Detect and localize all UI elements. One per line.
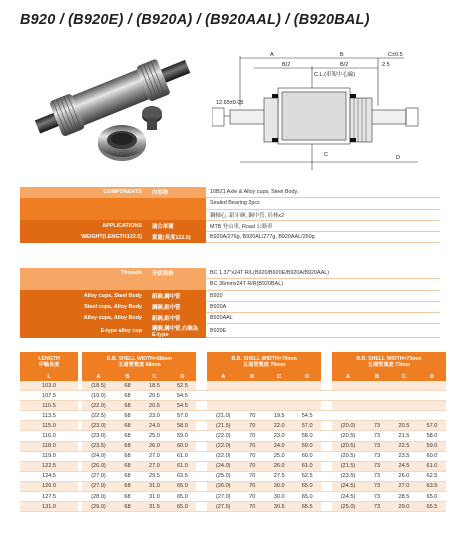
table-cell: 68 (115, 421, 141, 431)
table-row (20, 471, 446, 481)
dim-c-lower-label: C (324, 152, 328, 158)
table-cell: (23.5) (332, 471, 364, 481)
table-cell: 116.0 (20, 431, 78, 441)
table-cell: (23.5) (82, 441, 114, 451)
shell-68-header: B.B. SHELL WIDTH=68mm 五通管寬度 68mm (82, 352, 196, 372)
table-cell: 20.5 (140, 401, 168, 411)
spec-row (20, 209, 440, 220)
table-cell: 20.5 (140, 391, 168, 401)
spec-label: Alloy cups, Alloy Body (20, 313, 148, 324)
spec-label: Alloy cups, Steel Body (20, 290, 148, 301)
spec-label: WEIGHT(LENGTH122.5) (20, 232, 148, 243)
table-cell: 27.5 (265, 471, 293, 481)
table-cell: 65.0 (168, 492, 196, 502)
table-cell: (22.0) (207, 441, 239, 451)
table-cell: (20.5) (332, 431, 364, 441)
spec-row (20, 324, 440, 338)
table-cell: (24.5) (332, 481, 364, 491)
table-cell (390, 401, 418, 411)
table-cell: 70 (239, 502, 265, 512)
column-header: D (293, 372, 321, 381)
spec-row (20, 220, 440, 231)
column-header: A (207, 372, 239, 381)
table-cell (332, 391, 364, 401)
table-cell: 26.0 (390, 471, 418, 481)
spec-label: APPLICATIONS (20, 220, 148, 231)
spec-label-zh (148, 209, 206, 220)
table-cell: 22.5 (390, 441, 418, 451)
table-cell: 73 (364, 441, 390, 451)
shell-73-header: B.B. SHELL WIDTH=73mm 五通管寬度 73mm (332, 352, 446, 372)
table-cell: 65.5 (293, 502, 321, 512)
table-cell: 60.0 (418, 451, 446, 461)
table-cell: 70 (239, 451, 265, 461)
table-cell: 65.0 (418, 492, 446, 502)
spec-label-zh: 牙紋規格 (148, 268, 206, 279)
table-cell (390, 411, 418, 421)
table-cell: (27.5) (207, 502, 239, 512)
table-cell: 70 (239, 471, 265, 481)
table-cell: 70 (239, 411, 265, 421)
table-cell: 24.5 (390, 461, 418, 471)
table-cell: (26.0) (207, 481, 239, 491)
table-cell (332, 401, 364, 411)
table-cell: (27.0) (82, 471, 114, 481)
table-cell (364, 411, 390, 421)
table-cell (364, 401, 390, 411)
table-cell: 54.5 (168, 391, 196, 401)
column-header-row (20, 372, 446, 381)
table-cell (364, 381, 390, 391)
table-row (20, 401, 446, 411)
table-row (20, 502, 446, 512)
table-cell: 59.0 (418, 441, 446, 451)
spec-value: B920E (206, 324, 440, 338)
table-cell (265, 381, 293, 391)
dim-b-label: B (340, 52, 344, 58)
table-cell: 21.5 (390, 431, 418, 441)
threads-models-table (20, 268, 440, 338)
table-cell: 65.0 (168, 481, 196, 491)
table-cell: 57.0 (293, 421, 321, 431)
table-cell: 27.0 (140, 451, 168, 461)
table-row (20, 451, 446, 461)
adapter-cup (98, 125, 146, 161)
table-cell: (20.0) (332, 421, 364, 431)
table-cell: 73 (364, 431, 390, 441)
table-cell: (21.5) (332, 461, 364, 471)
spec-row (20, 232, 440, 243)
spec-value: B920 (206, 290, 440, 301)
table-cell: 31.5 (140, 502, 168, 512)
column-header: A (82, 372, 114, 381)
table-row (20, 391, 446, 401)
table-cell: (21.5) (207, 421, 239, 431)
table-cell (265, 401, 293, 411)
table-cell: 70 (239, 441, 265, 451)
table-cell (207, 391, 239, 401)
table-cell: 70 (239, 431, 265, 441)
spec-label (20, 279, 148, 290)
spec-row (20, 290, 440, 301)
shell-70-header: B.B. SHELL WIDTH=70mm 五通管寬度 70mm (207, 352, 321, 372)
table-cell (265, 391, 293, 401)
spec-label-zh: 內容物 (148, 187, 206, 198)
table-cell: 31.0 (140, 492, 168, 502)
table-cell: 54.5 (168, 401, 196, 411)
table-row (20, 381, 446, 391)
table-cell: 59.0 (293, 441, 321, 451)
spec-value: BC 36mmx24T R/R(B920BAL) (206, 279, 440, 290)
table-cell: (27.0) (82, 481, 114, 491)
table-cell: 57.0 (418, 421, 446, 431)
table-cell: 65.0 (293, 481, 321, 491)
column-header: A (332, 372, 364, 381)
table-cell: 23.5 (390, 451, 418, 461)
table-cell: 65.0 (293, 492, 321, 502)
table-cell: 68 (115, 481, 141, 491)
table-cell: 65.0 (168, 502, 196, 512)
column-header: B (239, 372, 265, 381)
spec-row (20, 198, 440, 209)
table-cell: 73 (364, 471, 390, 481)
crank-bolt (142, 106, 162, 130)
spec-label: E-type alloy cup (20, 324, 148, 338)
spec-label: COMPONENTS (20, 187, 148, 198)
table-cell: 73 (364, 461, 390, 471)
table-cell: 68 (115, 471, 141, 481)
spec-label-zh: 鋼碗,鋁中管 (148, 301, 206, 312)
table-row (20, 461, 446, 471)
table-cell: 124.5 (20, 471, 78, 481)
table-row (20, 411, 446, 421)
spec-label-zh (148, 279, 206, 290)
table-cell: 65.5 (418, 502, 446, 512)
dim-c-label: C±0.5 (388, 52, 403, 58)
spec-value: BC 1.37"x24T R/L(B920/B920E/B920A/B920AAL) (206, 268, 440, 279)
table-cell: 26.0 (140, 441, 168, 451)
spec-value: 10B21 Axle & Alloy cups, Steel Body, (206, 187, 440, 198)
dim-a-label: A (270, 52, 274, 58)
table-cell: 52.5 (168, 381, 196, 391)
table-cell: 68 (115, 431, 141, 441)
column-header: C (265, 372, 293, 381)
table-cell: (23.0) (82, 421, 114, 431)
table-cell: 70 (239, 421, 265, 431)
spec-row (20, 313, 440, 324)
column-header: B (115, 372, 141, 381)
table-cell: 27.0 (390, 481, 418, 491)
table-cell: (24.5) (332, 492, 364, 502)
table-cell: (23.0) (82, 431, 114, 441)
table-row (20, 492, 446, 502)
table-cell: 61.0 (168, 451, 196, 461)
table-cell: 62.5 (293, 471, 321, 481)
table-cell: 27.0 (140, 461, 168, 471)
spec-row (20, 187, 440, 198)
spec-row (20, 279, 440, 290)
table-cell: 28.5 (390, 492, 418, 502)
length-section-header: LENGTH 中軸長度 (20, 352, 78, 372)
spec-value: MTB 登山車, Road 公路車 (206, 220, 440, 231)
table-cell: 131.0 (20, 502, 78, 512)
table-cell (239, 381, 265, 391)
column-header: C (140, 372, 168, 381)
table-cell: 25.0 (140, 431, 168, 441)
table-row (20, 441, 446, 451)
table-cell: 118.0 (20, 441, 78, 451)
table-cell: (29.0) (82, 502, 114, 512)
table-cell: 26.0 (265, 461, 293, 471)
table-cell (207, 401, 239, 411)
spec-label-zh: 重量(長度122.5) (148, 232, 206, 243)
spec-label-zh: 適合車種 (148, 220, 206, 231)
spec-row (20, 268, 440, 279)
table-cell: 73 (364, 451, 390, 461)
table-cell: (22.0) (207, 451, 239, 461)
product-illustration (22, 38, 222, 173)
table-cell: 29.0 (390, 502, 418, 512)
spec-label: Steel cups, Alloy Body (20, 301, 148, 312)
table-cell: 54.5 (293, 411, 321, 421)
page-title: B920 / (B920E) / (B920A) / (B920AAL) / (B920BAL) (20, 12, 370, 28)
column-header: B (364, 372, 390, 381)
spec-label-zh: 鋁碗,鋁中管 (148, 313, 206, 324)
table-cell (207, 381, 239, 391)
table-cell: 30.5 (265, 502, 293, 512)
table-cell: 59.0 (168, 431, 196, 441)
spec-label-zh (148, 198, 206, 209)
table-cell (332, 411, 364, 421)
table-cell: 61.0 (293, 461, 321, 471)
table-cell: 24.0 (140, 421, 168, 431)
table-cell: 25.0 (265, 451, 293, 461)
column-header: L (20, 372, 78, 381)
table-cell: (20.5) (332, 451, 364, 461)
spec-row (20, 301, 440, 312)
table-cell: 63.5 (418, 481, 446, 491)
table-cell (390, 381, 418, 391)
table-cell: 30.0 (265, 492, 293, 502)
table-cell: (18.5) (82, 381, 114, 391)
table-row (20, 481, 446, 491)
table-cell: (19.0) (82, 391, 114, 401)
table-cell: (24.0) (82, 451, 114, 461)
dim-d-label: D (396, 155, 400, 161)
table-cell (293, 401, 321, 411)
size-table (20, 352, 446, 512)
table-cell: 73 (364, 481, 390, 491)
table-cell: (24.0) (207, 461, 239, 471)
table-cell: 68 (115, 401, 141, 411)
table-cell (390, 391, 418, 401)
table-cell: (25.0) (207, 471, 239, 481)
table-cell (418, 401, 446, 411)
table-cell: 62.5 (418, 471, 446, 481)
table-cell: 70 (239, 492, 265, 502)
table-cell (239, 401, 265, 411)
spec-label (20, 209, 148, 220)
table-cell: 119.0 (20, 451, 78, 461)
dim-b-half-right-label: B/2 (340, 62, 349, 68)
diameter-label: 12.65±0.05 (216, 100, 244, 106)
table-cell: 60.0 (168, 441, 196, 451)
table-cell (364, 391, 390, 401)
table-cell: 68 (115, 441, 141, 451)
dim-2-5-label: 2.5 (382, 62, 390, 68)
table-cell: 58.0 (418, 431, 446, 441)
table-cell: 70 (239, 481, 265, 491)
table-cell: 58.0 (293, 431, 321, 441)
spec-value: 鋼軸心, 鋁牙碗, 鋼中管, 培林x2 (206, 209, 440, 220)
table-cell: (25.0) (332, 502, 364, 512)
table-cell: 63.5 (168, 471, 196, 481)
table-cell: (22.0) (82, 401, 114, 411)
table-cell: 107.5 (20, 391, 78, 401)
table-cell (239, 391, 265, 401)
technical-drawing (212, 46, 460, 181)
table-cell (418, 411, 446, 421)
spec-value: B920A/276g, B920AL/277g, B920AAL/250g (206, 232, 440, 243)
section-header-row (20, 352, 446, 372)
table-cell: 61.0 (168, 461, 196, 471)
table-cell: 113.5 (20, 411, 78, 421)
table-cell: 70 (239, 461, 265, 471)
table-cell (418, 391, 446, 401)
table-cell: 22.0 (265, 421, 293, 431)
table-cell: 68 (115, 411, 141, 421)
table-cell: 126.0 (20, 481, 78, 491)
table-cell: 20.5 (390, 421, 418, 431)
table-cell: 18.5 (140, 381, 168, 391)
table-cell: (22.0) (207, 431, 239, 441)
dim-b-half-left-label: B/2 (282, 62, 291, 68)
table-cell: 31.0 (140, 481, 168, 491)
column-header: D (168, 372, 196, 381)
table-cell: (21.0) (207, 411, 239, 421)
table-cell: 68 (115, 381, 141, 391)
table-cell: 73 (364, 502, 390, 512)
table-cell: (28.0) (82, 492, 114, 502)
components-table (20, 187, 440, 243)
table-row (20, 421, 446, 431)
table-cell: 68 (115, 391, 141, 401)
table-cell: 24.0 (265, 441, 293, 451)
column-header: D (418, 372, 446, 381)
table-cell (418, 381, 446, 391)
table-cell: 103.0 (20, 381, 78, 391)
spec-label: Threads (20, 268, 148, 279)
table-cell: 57.0 (168, 411, 196, 421)
table-cell: 73 (364, 421, 390, 431)
table-cell (332, 381, 364, 391)
column-header: C (390, 372, 418, 381)
table-cell: 110.5 (20, 401, 78, 411)
table-cell: 60.0 (293, 451, 321, 461)
table-cell: 23.0 (140, 411, 168, 421)
table-row (20, 431, 446, 441)
table-cell: 68 (115, 451, 141, 461)
table-cell: 29.5 (140, 471, 168, 481)
table-cell: 58.0 (168, 421, 196, 431)
table-cell: 23.0 (265, 431, 293, 441)
table-cell: 30.0 (265, 481, 293, 491)
table-cell (293, 391, 321, 401)
table-cell: (27.0) (207, 492, 239, 502)
spec-label-zh: 鋼碗,鋼中管,右碗為 E-type (148, 324, 206, 338)
table-cell (293, 381, 321, 391)
table-cell: 61.0 (418, 461, 446, 471)
spec-label (20, 198, 148, 209)
table-cell: (22.5) (82, 411, 114, 421)
spec-value: B920A (206, 301, 440, 312)
table-cell: 68 (115, 502, 141, 512)
spec-value: B920AAL (206, 313, 440, 324)
table-cell: 68 (115, 461, 141, 471)
table-cell: 73 (364, 492, 390, 502)
table-cell: 19.5 (265, 411, 293, 421)
table-cell: 68 (115, 492, 141, 502)
center-line-label: C.L.(車架中心線) (314, 72, 356, 78)
table-cell: (20.5) (332, 441, 364, 451)
spec-label-zh: 鋁碗,鋼中管 (148, 290, 206, 301)
table-cell: 122.5 (20, 461, 78, 471)
spec-value: Sealed Bearing 2pcs (206, 198, 440, 209)
table-cell: 115.0 (20, 421, 78, 431)
table-cell: (26.0) (82, 461, 114, 471)
table-cell: 127.5 (20, 492, 78, 502)
